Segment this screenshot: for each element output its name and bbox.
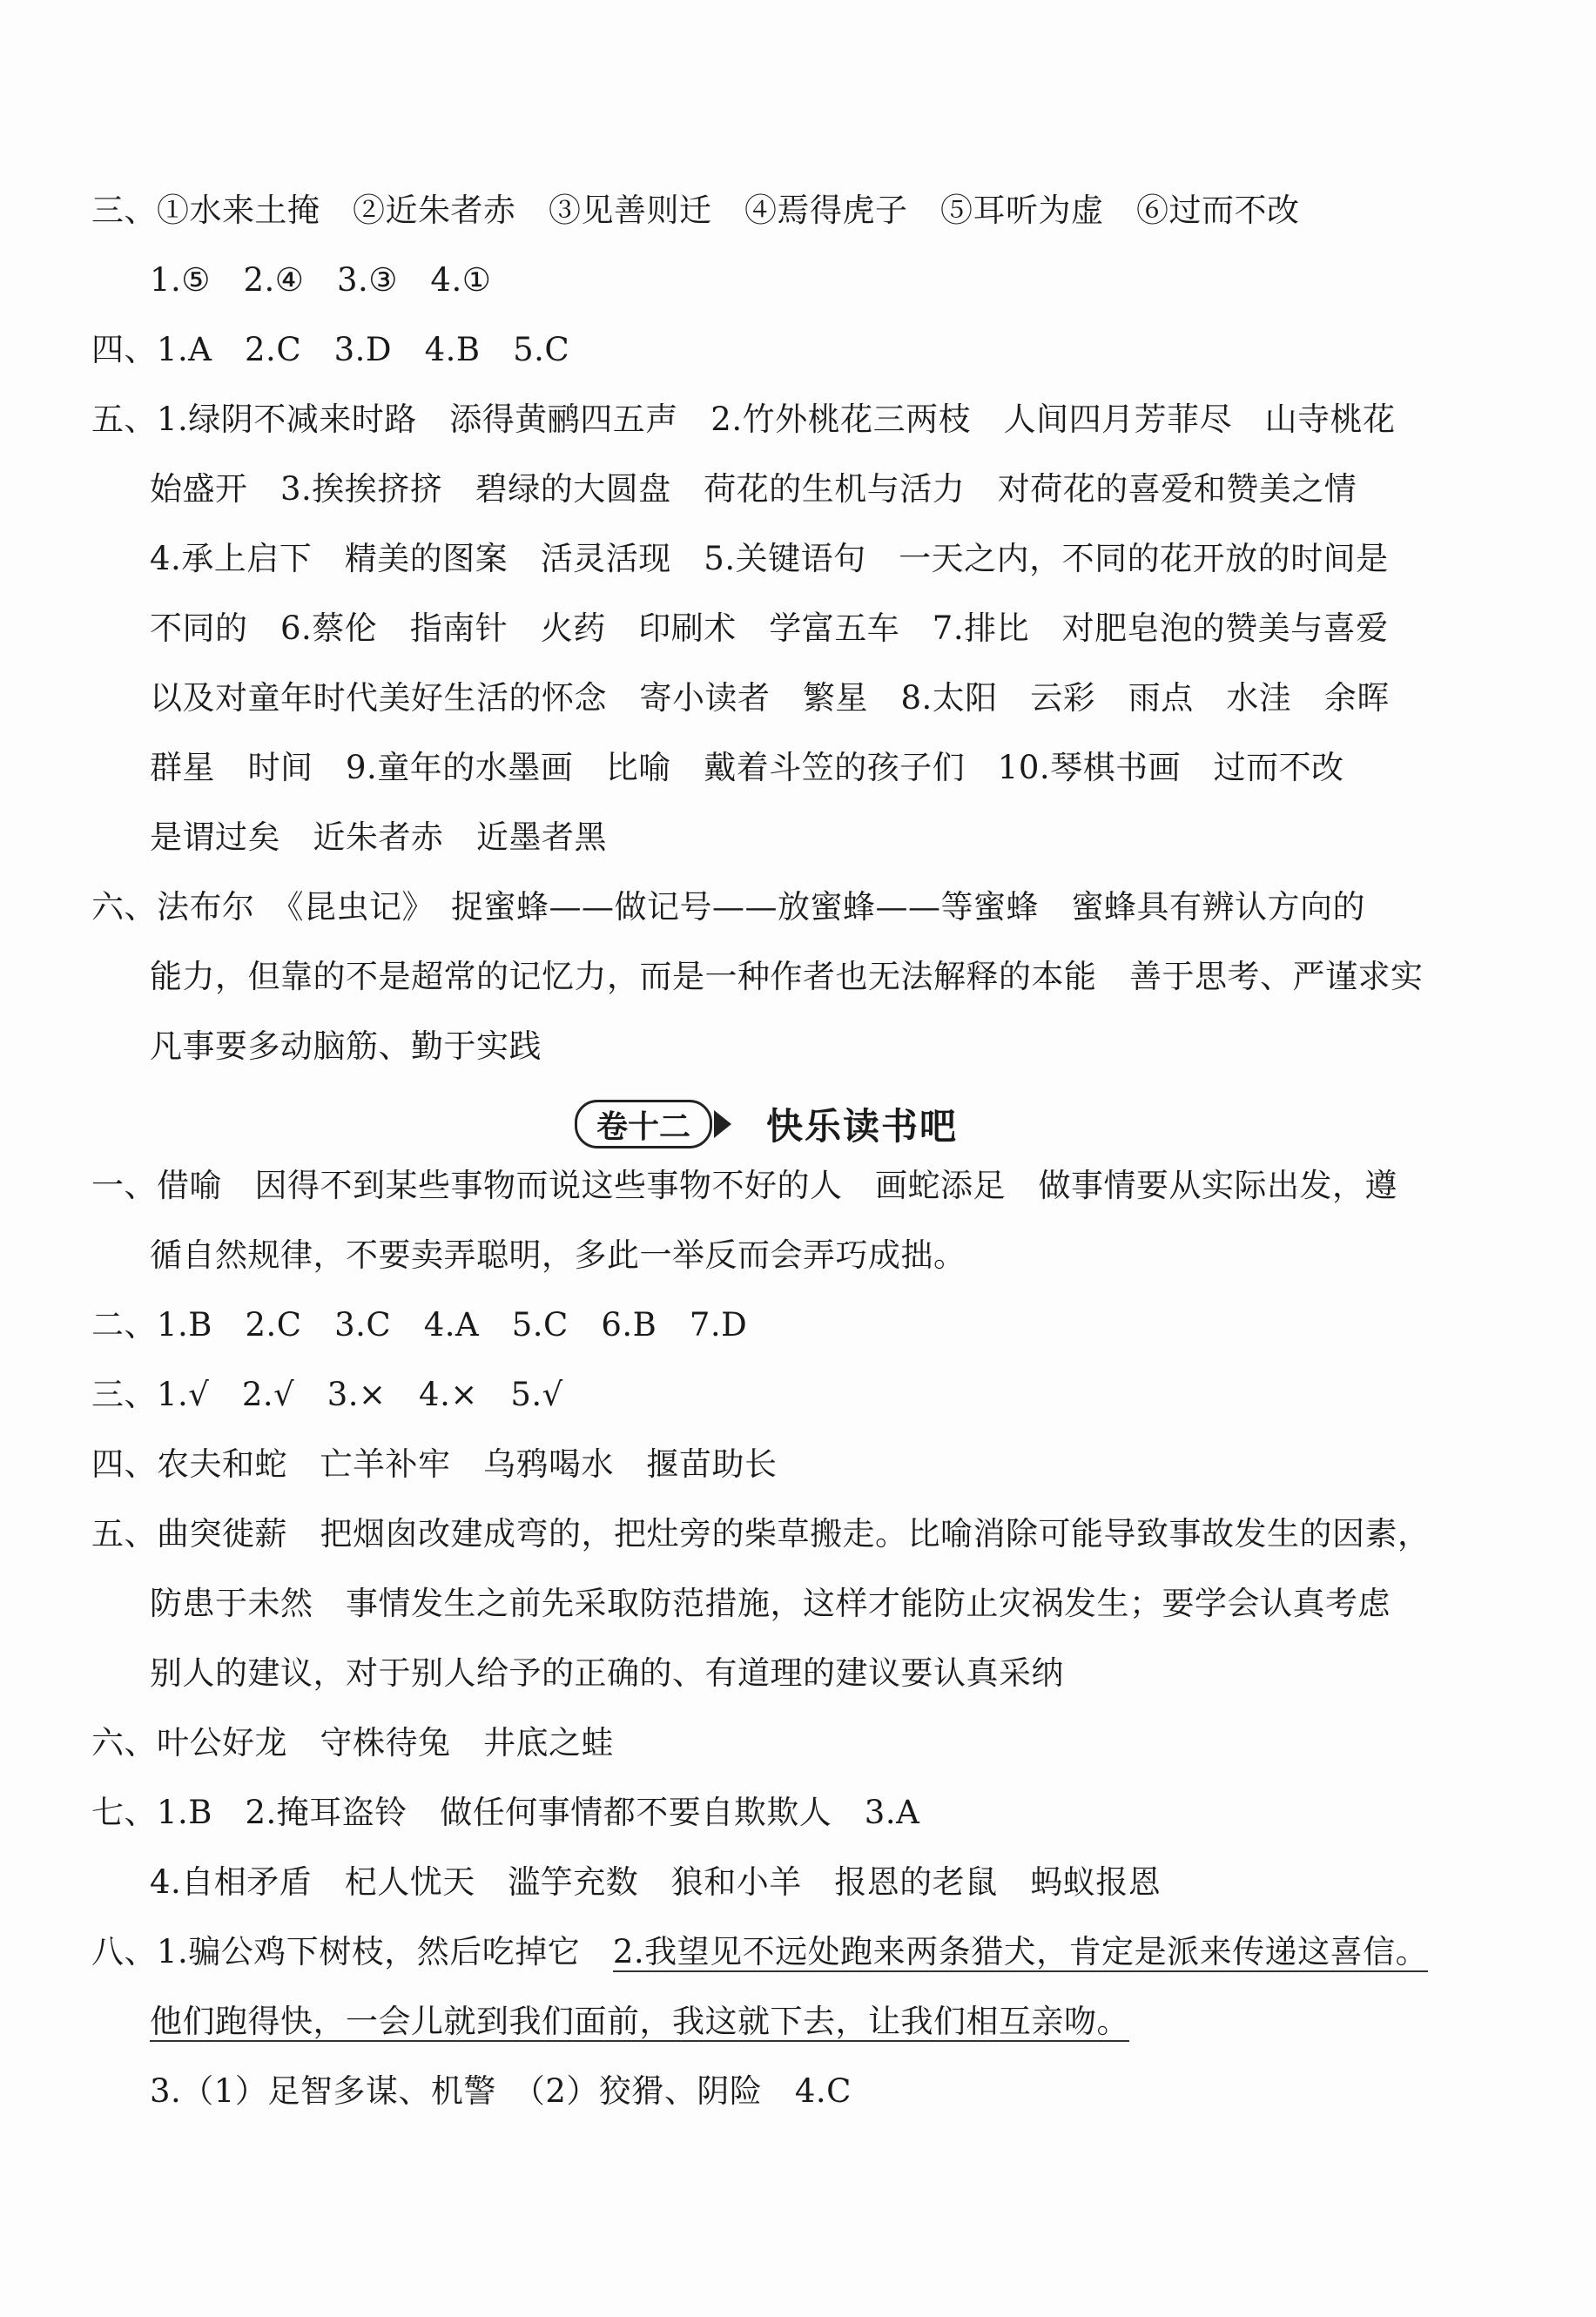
- answer-line: 4.承上启下 精美的图案 活灵活现 5.关键语句 一天之内，不同的花开放的时间是: [150, 540, 1389, 577]
- answer-line: 六、叶公好龙 守株待兔 井底之蛙: [91, 1724, 614, 1761]
- answer-line: 五、1.绿阴不减来时路 添得黄鹂四五声 2.竹外桃花三两枝 人间四月芳菲尽 山寺桃花: [91, 401, 1396, 438]
- answer-line: 五、曲突徙薪 把烟囱改建成弯的，把灶旁的柴草搬走。比喻消除可能导致事故发生的因素，: [91, 1515, 1431, 1553]
- answer-line: 能力，但靠的不是超常的记忆力，而是一种作者也无法解释的本能 善于思考、严谨求实: [150, 958, 1424, 995]
- answer-line: 始盛开 3.挨挨挤挤 碧绿的大圆盘 荷花的生机与活力 对荷花的喜爱和赞美之情: [150, 470, 1357, 508]
- answer-line: 二、1.B 2.C 3.C 4.A 5.C 6.B 7.D: [91, 1306, 748, 1344]
- answer-line: 1.⑤ 2.④ 3.③ 4.①: [150, 261, 492, 299]
- answer-line: 六、法布尔 《昆虫记》 捉蜜蜂——做记号——放蜜蜂——等蜜蜂 蜜蜂具有辨认方向的: [91, 888, 1365, 926]
- answer-line: [91, 1931, 1428, 1973]
- answer-line: 循自然规律，不要卖弄聪明，多此一举反而会弄巧成拙。: [150, 1236, 966, 1274]
- section-badge: 卷十二: [575, 1100, 712, 1148]
- answer-line: 是谓过矣 近朱者赤 近墨者黑: [150, 818, 607, 856]
- answer-segment: 八、1.骗公鸡下树枝，然后吃掉它: [91, 1933, 613, 1970]
- section-title: 快乐读书吧: [766, 1105, 959, 1148]
- answer-line: 三、1.√ 2.√ 3.× 4.× 5.√: [91, 1376, 563, 1413]
- answer-line: 3.（1）足智多谋、机警 （2）狡猾、阴险 4.C: [150, 2072, 852, 2110]
- answer-line: 四、农夫和蛇 亡羊补牢 乌鸦喝水 揠苗助长: [91, 1445, 778, 1483]
- section-header: [575, 1097, 958, 1151]
- answer-line: 凡事要多动脑筋、勤于实践: [150, 1027, 542, 1065]
- answer-line: 群星 时间 9.童年的水墨画 比喻 戴着斗笠的孩子们 10.琴棋书画 过而不改: [150, 749, 1344, 786]
- answer-line: 四、1.A 2.C 3.D 4.B 5.C: [91, 331, 570, 368]
- answer-line: [150, 2001, 1129, 2043]
- arrow-right-icon: [714, 1110, 731, 1138]
- answer-line: 三、①水来土掩 ②近朱者赤 ③见善则迁 ④焉得虎子 ⑤耳听为虚 ⑥过而不改: [91, 192, 1300, 229]
- answer-line: 七、1.B 2.掩耳盗铃 做任何事情都不要自欺欺人 3.A: [91, 1794, 920, 1831]
- answer-line: 防患于未然 事情发生之前先采取防范措施，这样才能防止灾祸发生；要学会认真考虑: [150, 1585, 1391, 1622]
- underlined-answer: 2.我望见不远处跑来两条猎犬，肯定是派来传递这喜信。: [612, 1933, 1429, 1970]
- answer-line: 不同的 6.蔡伦 指南针 火药 印刷术 学富五车 7.排比 对肥皂泡的赞美与喜爱: [150, 610, 1389, 647]
- answer-line: 4.自相矛盾 杞人忧天 滥竽充数 狼和小羊 报恩的老鼠 蚂蚁报恩: [150, 1863, 1162, 1901]
- answer-line: 以及对童年时代美好生活的怀念 寄小读者 繁星 8.太阳 云彩 雨点 水洼 余晖: [150, 679, 1390, 717]
- underlined-answer: 他们跑得快，一会儿就到我们面前，我这就下去，让我们相互亲吻。: [150, 2003, 1129, 2040]
- answer-line: 一、借喻 因得不到某些事物而说这些事物不好的人 画蛇添足 做事情要从实际出发，遵: [91, 1167, 1397, 1204]
- answer-line: 别人的建议，对于别人给予的正确的、有道理的建议要认真采纳: [150, 1654, 1064, 1692]
